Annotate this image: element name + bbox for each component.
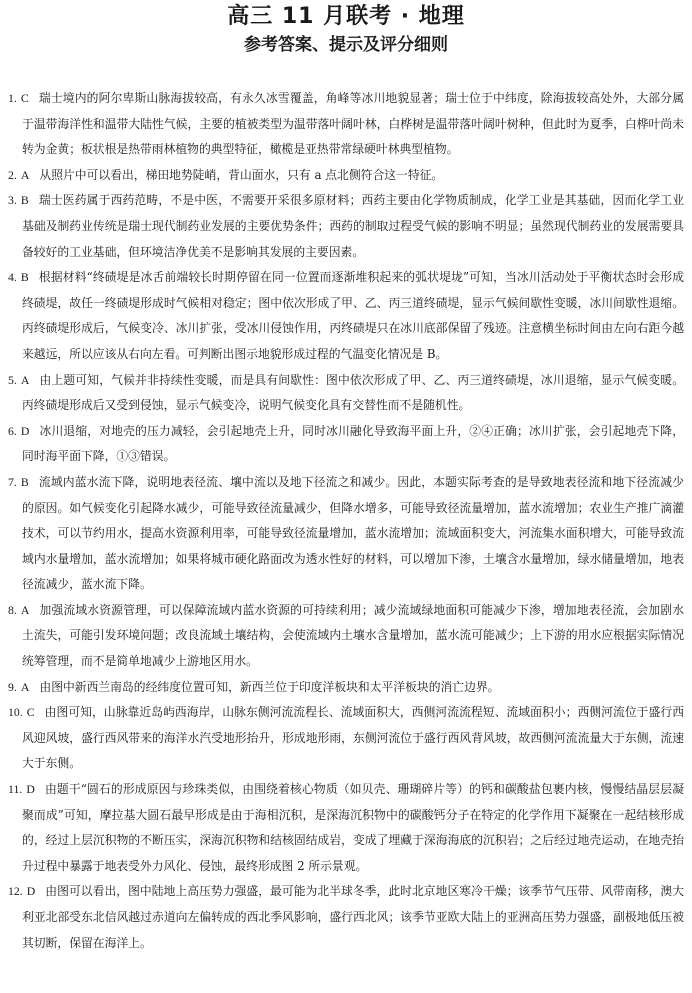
answer-item-3 (8, 188, 684, 265)
question-number: 7. (8, 474, 17, 489)
explanation-text: 流域内蓝水流下降，说明地表径流、壤中流以及地下径流之和减少。因此，本题实际考查的是导致地表径流和地下径流减少的原因。如气候变化引起降水减少，可能导致径流量减少，但降水增多，可能导致径流量增加，蓝水流增加；农业生产推广滴灌技术，可以节约用水，提高水资源利用率，可能导致径流量增加，蓝水流增加；流域面积变大，河流集水面积增大，可能导致流域内水量增加，蓝水流增加；如果将城市硬化路面改为透水性好的材料，可以增加下渗，土壤含水量增加，绿水储量增加，地表径流减少，蓝水流下降。 (22, 474, 684, 592)
answer-item-11 (8, 777, 684, 879)
answer-choice: B (20, 270, 29, 285)
answer-choice: C (26, 705, 35, 720)
answer-list (8, 86, 684, 956)
question-number: 12. (8, 884, 23, 899)
question-number: 8. (8, 602, 17, 617)
explanation-text: 由上题可知，气候并非持续性变暖，而是具有间歇性：图中依次形成了甲、乙、丙三道终碛堤，冰川退缩，显示气候变暖。丙终碛堤形成后又受到侵蚀，显示气候变冷，说明气候变化具有交替性而不是随机性。 (22, 372, 684, 413)
explanation-text: 冰川退缩，对地壳的压力减轻，会引起地壳上升，同时冰川融化导致海平面上升，②④正确；冰川扩张，会引起地壳下降，同时海平面下降，①③错误。 (22, 423, 684, 464)
explanation-text: 从照片中可以看出，梯田地势陡峭，背山面水，只有 a 点北侧符合这一特征。 (39, 167, 444, 182)
question-number: 6. (8, 423, 17, 438)
explanation-text: 由图可以看出，图中陆地上高压势力强盛，最可能为北半球冬季，此时北京地区寒冷干燥；该季节气压带、风带南移，澳大利亚北部受东北信风越过赤道向左偏转成的西北季风影响，盛行西北风；该季节亚欧大陆上的亚洲高压势力强盛，副极地低压被其切断，保留在海洋上。 (22, 884, 684, 950)
answer-choice: D (26, 782, 35, 797)
answer-item-5 (8, 368, 684, 419)
explanation-text: 根据材料“终碛堤是冰舌前端较长时期停留在同一位置而逐渐堆积起来的弧状堤垅”可知，当冰川活动处于平衡状态时会形成终碛堤，故任一终碛堤形成时气候相对稳定；图中依次形成了甲、乙、丙三道终碛堤，显示气候间歇性变暖，冰川间歇性退缩。丙终碛堤形成后，气候变冷、冰川扩张，受冰川侵蚀作用，丙终碛堤只在冰川底部保留了残迹。注意横坐标时间由左向右距今越来越远，所以应该从右向左看。可判断出图示地貌形成过程的气温变化情况是 B。 (22, 270, 684, 361)
question-number: 1. (8, 91, 17, 105)
question-number: 9. (8, 679, 17, 694)
explanation-text: 由题干“圆石的形成原因与珍珠类似，由围绕着核心物质（如贝壳、珊瑚碎片等）的钙和碳酸盐包裹内核，慢慢结晶层层凝聚而成”可知，摩拉基大圆石最早形成是由于海相沉积，是深海沉积物中的碳酸钙分子在特定的化学作用下凝聚在一起结核形成的，经过上层沉积物的不断压实，深海沉积物和结核固结成岩，变成了埋藏于深海海底的沉积岩；之后经过地壳运动，在地壳抬升过程中暴露于地表受外力风化、侵蚀，最终形成图 2 所示景观。 (22, 782, 684, 873)
question-number: 3. (8, 193, 17, 208)
answer-item-7 (8, 470, 684, 598)
question-number: 2. (8, 167, 17, 182)
answer-item-12 (8, 879, 684, 956)
page-subtitle: 参考答案、提示及评分细则 (244, 35, 448, 55)
question-number: 10. (8, 705, 23, 720)
answer-choice: A (20, 167, 30, 182)
answer-choice: B (20, 474, 29, 489)
question-number: 4. (8, 270, 17, 285)
answer-choice: B (20, 193, 29, 208)
page-title: 高三 11 月联考 · 地理 (227, 4, 465, 29)
answer-item-9 (8, 675, 684, 701)
answer-choice: A (20, 372, 30, 387)
answer-item-2 (8, 163, 684, 189)
answer-choice: D (26, 884, 36, 899)
answer-choice: D (20, 423, 30, 438)
answer-choice: A (20, 602, 30, 617)
explanation-text: 瑞士医药属于西药范畴，不是中医，不需要开采很多原材料；西药主要由化学物质制成，化学工业是其基础，因而化学工业基础及制药业传统是瑞士现代制药业发展的主要优势条件；西药的制取过程受气候的影响不明显；虽然现代制药业的发展需要具备较好的工业基础，但环境洁净优美不是影响其发展的主要因素。 (22, 193, 684, 259)
question-number: 5. (8, 372, 17, 387)
explanation-text: 由图可知，山脉靠近岛屿西海岸，山脉东侧河流流程长、流域面积大，西侧河流流程短、流域面积小；西侧河流位于盛行西风迎风坡，盛行西风带来的海洋水汽受地形抬升，形成地形雨，东侧河流位于盛行西风背风坡，故西侧河流流量大于东侧，流速大于东侧。 (22, 705, 684, 771)
explanation-text: 瑞士境内的阿尔卑斯山脉海拔较高，有永久冰雪覆盖，角峰等冰川地貌显著；瑞士位于中纬度，除海拔较高处外，大部分属于温带海洋性和温带大陆性气候，主要的植被类型为温带落叶阔叶林，白桦树是温带落叶阔叶树种，但此时为夏季，白桦叶尚未转为金黄；板状根是热带雨林植物的典型特征，橄榄是亚热带常绿硬叶林典型植物。 (22, 91, 684, 157)
answer-choice: A (20, 679, 30, 694)
answer-item-4 (8, 265, 684, 367)
answer-choice: C (20, 91, 29, 105)
question-number: 11. (8, 782, 23, 797)
answer-item-6 (8, 419, 684, 470)
answer-item-1 (8, 86, 684, 163)
answer-item-10 (8, 700, 684, 777)
answer-item-8 (8, 598, 684, 675)
explanation-text: 由图中新西兰南岛的经纬度位置可知，新西兰位于印度洋板块和太平洋板块的消亡边界。 (39, 679, 500, 694)
explanation-text: 加强流域水资源管理，可以保障流域内蓝水资源的可持续利用；减少流域绿地面积可能减少下渗，增加地表径流，会加剧水土流失，可能引发环境问题；改良流域土壤结构，会使流域内土壤水含量增加，蓝水流可能减少；上下游的用水应根据实际情况统筹管理，而不是简单地减少上游地区用水。 (22, 602, 684, 669)
